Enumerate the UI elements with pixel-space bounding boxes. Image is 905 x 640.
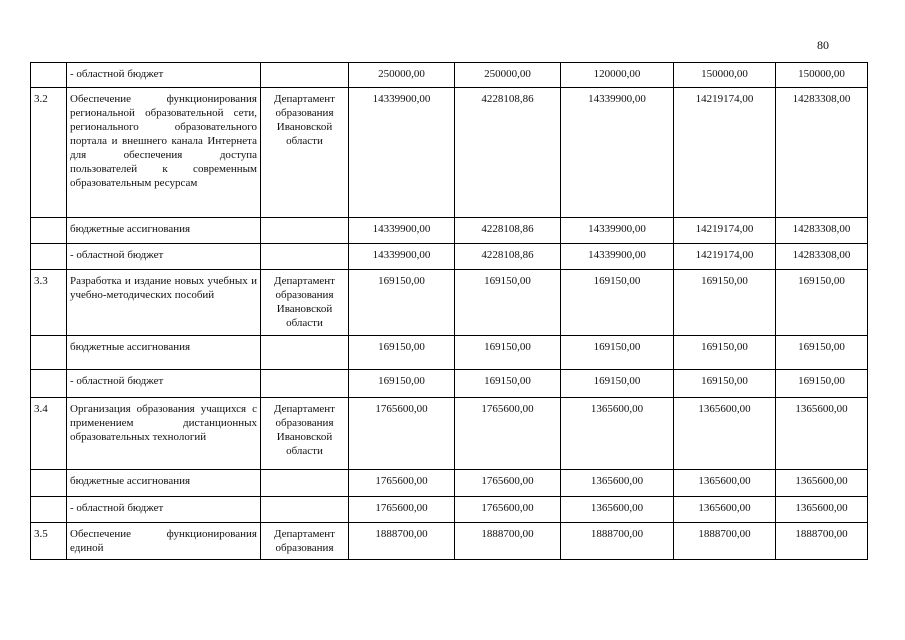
row-name: - областной бюджет — [67, 497, 261, 523]
value-cell: 169150,00 — [349, 270, 455, 336]
value-cell: 1888700,00 — [455, 523, 561, 560]
table-row — [31, 218, 868, 244]
value-cell: 1888700,00 — [776, 523, 868, 560]
value-cell: 169150,00 — [776, 270, 868, 336]
value-cell: 169150,00 — [674, 270, 776, 336]
row-index — [31, 370, 67, 398]
table-row — [31, 88, 868, 218]
value-cell: 1888700,00 — [561, 523, 674, 560]
table-row — [31, 497, 868, 523]
row-index: 3.5 — [31, 523, 67, 560]
row-index: 3.3 — [31, 270, 67, 336]
value-cell: 1765600,00 — [455, 497, 561, 523]
table-row — [31, 523, 868, 560]
row-name: - областной бюджет — [67, 370, 261, 398]
row-name: Обеспечение функционирования региональной образовательной сети, регионального образовательного портала и внешнего канала Интернета для обеспечения доступа пользователей к современным образовательным ресурсам — [67, 88, 261, 218]
table-row — [31, 63, 868, 88]
row-department: Департамент образования Ивановской области — [261, 88, 349, 218]
row-index — [31, 336, 67, 370]
page-number: 80 — [817, 38, 829, 52]
value-cell: 14339900,00 — [349, 218, 455, 244]
value-cell: 4228108,86 — [455, 88, 561, 218]
value-cell: 1365600,00 — [776, 398, 868, 470]
value-cell: 169150,00 — [455, 270, 561, 336]
row-index — [31, 470, 67, 497]
value-cell: 169150,00 — [349, 336, 455, 370]
value-cell: 4228108,86 — [455, 218, 561, 244]
value-cell: 14219174,00 — [674, 218, 776, 244]
row-department: Департамент образования Ивановской области — [261, 270, 349, 336]
value-cell: 1365600,00 — [674, 398, 776, 470]
row-name: Обеспечение функционирования единой — [67, 523, 261, 560]
value-cell: 169150,00 — [674, 336, 776, 370]
row-index — [31, 497, 67, 523]
value-cell: 169150,00 — [776, 370, 868, 398]
value-cell: 14219174,00 — [674, 244, 776, 270]
value-cell: 1888700,00 — [674, 523, 776, 560]
value-cell: 1765600,00 — [349, 470, 455, 497]
row-index: 3.2 — [31, 88, 67, 218]
row-department — [261, 497, 349, 523]
value-cell: 169150,00 — [455, 336, 561, 370]
value-cell: 169150,00 — [455, 370, 561, 398]
row-department — [261, 370, 349, 398]
row-name: - областной бюджет — [67, 244, 261, 270]
value-cell: 169150,00 — [561, 370, 674, 398]
row-department: Департамент образования — [261, 523, 349, 560]
table-row — [31, 244, 868, 270]
row-department — [261, 470, 349, 497]
table-row — [31, 398, 868, 470]
value-cell: 14339900,00 — [561, 244, 674, 270]
value-cell: 150000,00 — [776, 63, 868, 88]
value-cell: 14283308,00 — [776, 244, 868, 270]
value-cell: 14283308,00 — [776, 218, 868, 244]
value-cell: 1365600,00 — [776, 497, 868, 523]
value-cell: 14339900,00 — [349, 88, 455, 218]
value-cell: 1365600,00 — [674, 497, 776, 523]
value-cell: 1365600,00 — [674, 470, 776, 497]
value-cell: 150000,00 — [674, 63, 776, 88]
row-department — [261, 244, 349, 270]
value-cell: 169150,00 — [561, 336, 674, 370]
row-index — [31, 244, 67, 270]
table-row — [31, 336, 868, 370]
row-department — [261, 218, 349, 244]
row-name: бюджетные ассигнования — [67, 336, 261, 370]
row-department — [261, 63, 349, 88]
value-cell: 14219174,00 — [674, 88, 776, 218]
row-index — [31, 63, 67, 88]
row-department — [261, 336, 349, 370]
value-cell: 1765600,00 — [349, 398, 455, 470]
value-cell: 169150,00 — [776, 336, 868, 370]
value-cell: 1888700,00 — [349, 523, 455, 560]
value-cell: 1365600,00 — [561, 398, 674, 470]
budget-table — [30, 62, 868, 560]
value-cell: 1365600,00 — [561, 497, 674, 523]
value-cell: 4228108,86 — [455, 244, 561, 270]
value-cell: 1365600,00 — [776, 470, 868, 497]
value-cell: 1765600,00 — [349, 497, 455, 523]
row-name: Организация образования учащихся с применением дистанционных образовательных технологий — [67, 398, 261, 470]
value-cell: 1765600,00 — [455, 470, 561, 497]
value-cell: 120000,00 — [561, 63, 674, 88]
value-cell: 14339900,00 — [561, 218, 674, 244]
row-index — [31, 218, 67, 244]
value-cell: 250000,00 — [349, 63, 455, 88]
table-row — [31, 470, 868, 497]
value-cell: 169150,00 — [674, 370, 776, 398]
value-cell: 14339900,00 — [349, 244, 455, 270]
row-department: Департамент образования Ивановской области — [261, 398, 349, 470]
value-cell: 250000,00 — [455, 63, 561, 88]
value-cell: 1365600,00 — [561, 470, 674, 497]
row-name: Разработка и издание новых учебных и учебно-методических пособий — [67, 270, 261, 336]
value-cell: 169150,00 — [561, 270, 674, 336]
row-name: бюджетные ассигнования — [67, 470, 261, 497]
row-name: - областной бюджет — [67, 63, 261, 88]
value-cell: 14339900,00 — [561, 88, 674, 218]
value-cell: 14283308,00 — [776, 88, 868, 218]
value-cell: 1765600,00 — [455, 398, 561, 470]
row-index: 3.4 — [31, 398, 67, 470]
value-cell: 169150,00 — [349, 370, 455, 398]
table-row — [31, 370, 868, 398]
table-row — [31, 270, 868, 336]
row-name: бюджетные ассигнования — [67, 218, 261, 244]
